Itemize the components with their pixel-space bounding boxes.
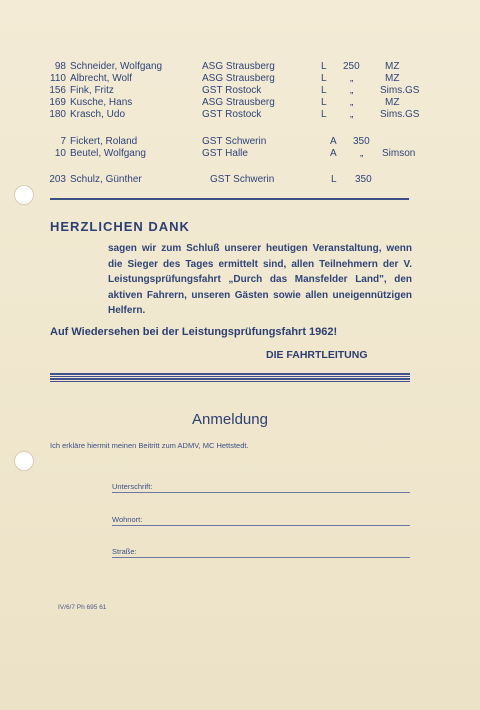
street-field[interactable] bbox=[112, 545, 410, 558]
class-code: L bbox=[321, 85, 327, 96]
thanks-text: sagen wir zum Schluß unserer heutigen Veranstaltung, wenn die Sieger des Tages ermittelt sind, allen Teilnehmern der V. Leistungsprüfungsfahrt „Durch das Mansfelder Land", den aktiven Fahrern, unseren Gästen sowie allen uneigennützigen Helfern. bbox=[108, 243, 412, 316]
driver-name: Fink, Fritz bbox=[70, 85, 114, 96]
driver-name: Krasch, Udo bbox=[70, 109, 126, 120]
motorcycle-make: Sims.GS bbox=[380, 85, 420, 96]
motorcycle-make: Sims.GS bbox=[380, 109, 420, 120]
punch-hole-lower bbox=[14, 451, 34, 471]
ditto-mark: „ bbox=[350, 73, 354, 84]
club-name: GST Schwerin bbox=[202, 136, 267, 147]
registration-statement: Ich erkläre hiermit meinen Beitritt zum ADMV, MC Hettstedt. bbox=[50, 441, 249, 450]
driver-name: Schulz, Günther bbox=[70, 174, 142, 185]
ditto-mark: „ bbox=[350, 97, 354, 108]
club-name: GST Schwerin bbox=[210, 174, 275, 185]
field-label: Unterschrift: bbox=[112, 482, 153, 491]
ditto-mark: „ bbox=[360, 148, 364, 159]
club-name: GST Rostock bbox=[202, 109, 262, 120]
club-name: ASG Strausberg bbox=[202, 97, 275, 108]
driver-name: Fickert, Roland bbox=[70, 136, 138, 147]
print-code: IV/6/7 Ph 695 61 bbox=[58, 604, 107, 611]
class-code: A bbox=[330, 148, 337, 159]
driver-name: Beutel, Wolfgang bbox=[70, 148, 146, 159]
displacement: 350 bbox=[353, 136, 370, 147]
residence-field[interactable] bbox=[112, 513, 410, 526]
class-code: L bbox=[321, 61, 327, 72]
start-number: 169 bbox=[49, 97, 66, 108]
motorcycle-make: MZ bbox=[385, 61, 400, 72]
divider bbox=[50, 198, 409, 200]
punch-hole-upper bbox=[14, 185, 34, 205]
driver-name: Schneider, Wolfgang bbox=[70, 61, 163, 72]
signoff: DIE FAHRTLEITUNG bbox=[266, 349, 368, 361]
driver-name: Albrecht, Wolf bbox=[70, 73, 133, 84]
signature-field[interactable] bbox=[112, 480, 410, 493]
decorative-stripes bbox=[50, 373, 410, 382]
start-number: 98 bbox=[54, 61, 66, 72]
driver-name: Kusche, Hans bbox=[70, 97, 133, 108]
class-code: L bbox=[321, 109, 327, 120]
class-code: L bbox=[321, 97, 327, 108]
ditto-mark: „ bbox=[350, 85, 354, 96]
start-number: 156 bbox=[49, 85, 66, 96]
start-number: 180 bbox=[49, 109, 66, 120]
club-name: ASG Strausberg bbox=[202, 73, 275, 84]
motorcycle-make: MZ bbox=[385, 73, 400, 84]
club-name: GST Halle bbox=[202, 148, 248, 159]
motorcycle-make: MZ bbox=[385, 97, 400, 108]
class-code: L bbox=[331, 174, 337, 185]
thanks-title: HERZLICHEN DANK bbox=[50, 219, 190, 234]
start-number: 203 bbox=[49, 174, 66, 185]
class-code: A bbox=[330, 136, 337, 147]
farewell-line: Auf Wiedersehen bei der Leistungsprüfungsfahrt 1962! bbox=[50, 326, 338, 338]
club-name: GST Rostock bbox=[202, 85, 262, 96]
club-name: ASG Strausberg bbox=[202, 61, 275, 72]
displacement: 350 bbox=[355, 174, 372, 185]
motorcycle-make: Simson bbox=[382, 148, 416, 159]
field-label: Straße: bbox=[112, 547, 137, 556]
start-number: 10 bbox=[54, 148, 66, 159]
displacement: 250 bbox=[343, 61, 360, 72]
registration-title: Anmeldung bbox=[192, 411, 268, 428]
class-code: L bbox=[321, 73, 327, 84]
ditto-mark: „ bbox=[350, 109, 354, 120]
start-number: 7 bbox=[60, 136, 66, 147]
field-label: Wohnort: bbox=[112, 515, 143, 524]
start-number: 110 bbox=[50, 73, 66, 84]
